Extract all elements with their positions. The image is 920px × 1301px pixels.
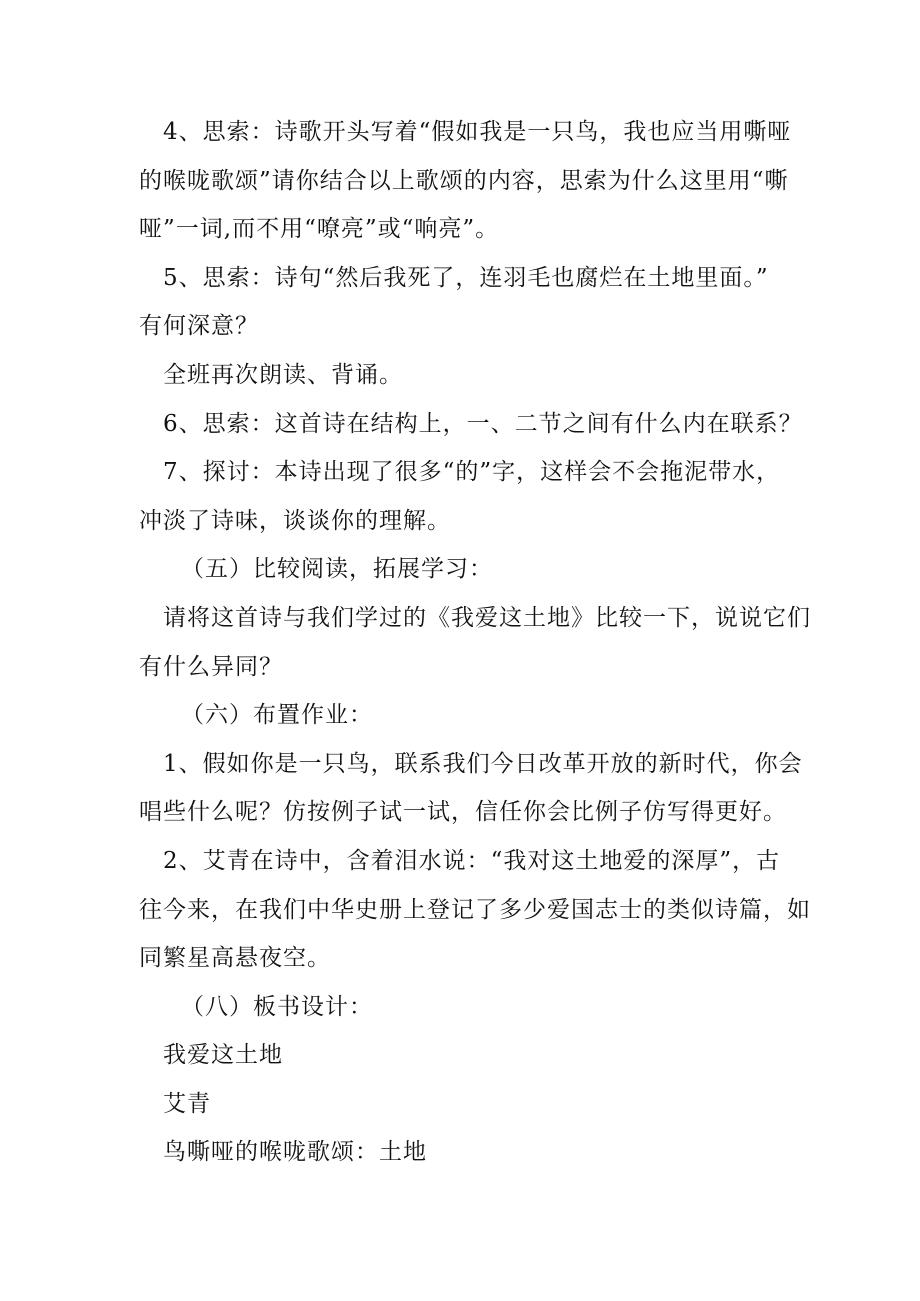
question-6-paragraph	[139, 400, 803, 449]
text-line: 往今来，在我们中华史册上登记了多少爱国志士的类似诗篇，如	[139, 896, 811, 923]
text-line: 有何深意？	[139, 313, 259, 340]
text-line: 请将这首诗与我们学过的《我爱这土地》比较一下，说说它们	[163, 604, 811, 631]
text-line: （八）板书设计：	[181, 993, 373, 1020]
homework-1-paragraph	[139, 740, 803, 789]
text-line: 7、探讨：本诗出现了很多“的”字，这样会不会拖泥带水，	[163, 459, 781, 486]
text-line: 5、思索：诗句“然后我死了，连羽毛也腐烂在土地里面。”	[163, 264, 769, 291]
board-title	[139, 1031, 789, 1080]
section-6-heading	[139, 691, 789, 740]
text-line: 2、艾青在诗中，含着泪水说：“我对这土地爱的深厚”，古	[163, 847, 781, 874]
comparison-continuation	[139, 643, 789, 692]
document-body	[139, 108, 811, 1177]
text-line: 同繁星高悬夜空。	[139, 945, 331, 972]
homework-2-paragraph	[139, 837, 789, 886]
section-5-heading	[139, 545, 789, 594]
text-line: 鸟嘶哑的喉咙歌颂：土地	[163, 1139, 427, 1166]
text-line: 哑”一词,而不用“嘹亮”或“响亮”。	[139, 216, 500, 243]
question-7-continuation	[139, 497, 789, 546]
text-line: 冲淡了诗味，谈谈你的理解。	[139, 507, 451, 534]
homework-1-continuation	[139, 788, 789, 837]
text-line: 唱些什么呢？仿按例子试一试，信任你会比例子仿写得更好。	[139, 799, 787, 826]
text-line: 1、假如你是一只鸟，联系我们今日改革开放的新时代，你会	[163, 750, 803, 777]
question-4-continuation	[139, 157, 789, 254]
text-line: （五）比较阅读，拓展学习：	[181, 556, 493, 583]
section-8-heading	[139, 983, 789, 1032]
text-line: 的喉咙歌颂”请你结合以上歌颂的内容，思索为什么这里用“嘶	[139, 167, 789, 194]
question-4-paragraph	[139, 108, 792, 157]
text-line: 全班再次朗读、背诵。	[163, 361, 403, 388]
text-line: 我爱这土地	[163, 1042, 283, 1069]
text-line: （六）布置作业：	[181, 702, 373, 729]
question-7-paragraph	[139, 448, 789, 497]
question-5-continuation	[139, 302, 789, 351]
class-reading-paragraph	[139, 351, 789, 400]
board-author	[139, 1080, 789, 1129]
comparison-paragraph	[139, 594, 811, 643]
text-line: 艾青	[163, 1090, 211, 1117]
question-5-paragraph	[139, 254, 789, 303]
homework-2-continuation	[139, 886, 811, 983]
text-line: 有什么异同？	[139, 653, 283, 680]
board-summary	[139, 1128, 789, 1177]
text-line: 6、思索：这首诗在结构上，一、二节之间有什么内在联系？	[163, 410, 803, 437]
text-line: 4、思索：诗歌开头写着“假如我是一只鸟，我也应当用嘶哑	[163, 119, 792, 145]
